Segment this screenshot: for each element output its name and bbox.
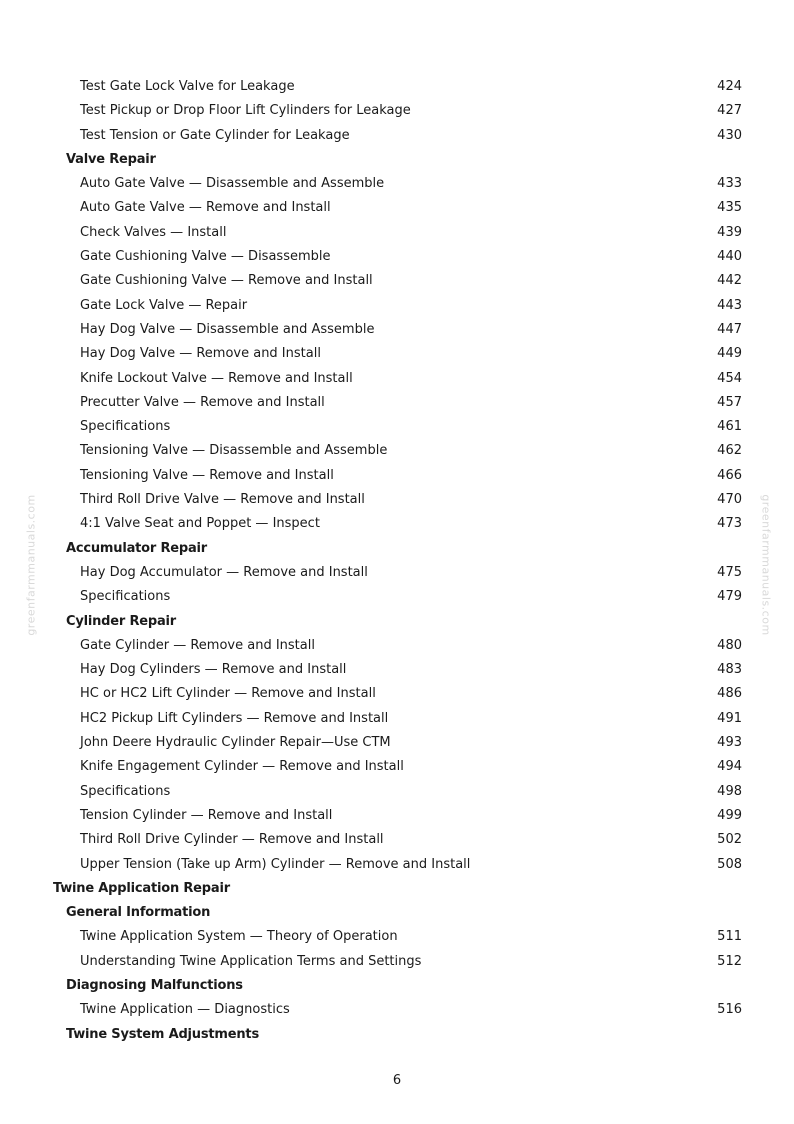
toc-entry[interactable]: [0, 658, 794, 682]
toc-entry-page-number: 461: [717, 419, 742, 435]
toc-entry-title: Test Pickup or Drop Floor Lift Cylinders for Leakage: [80, 103, 411, 119]
toc-entry-page-number: 480: [717, 637, 742, 653]
toc-entry-page-number: 442: [717, 273, 742, 289]
toc-entry-page-number: 466: [717, 467, 742, 483]
toc-entry-title: Knife Engagement Cylinder — Remove and Install: [80, 759, 404, 775]
toc-entry[interactable]: [0, 294, 794, 318]
toc-entry-title: Gate Cushioning Valve — Disassemble: [80, 249, 331, 265]
toc-entry-title: Twine Application System — Theory of Operation: [80, 929, 398, 945]
toc-entry-title: Accumulator Repair: [66, 540, 208, 556]
toc-entry-title: Diagnosing Malfunctions: [66, 977, 243, 993]
toc-entry-page-number: 512: [717, 953, 742, 969]
toc-entry-title: Specifications: [80, 783, 171, 799]
toc-entry[interactable]: [0, 731, 794, 755]
toc-entry[interactable]: [0, 367, 794, 391]
toc-entry[interactable]: [0, 853, 794, 877]
toc-entry-title: Valve Repair: [66, 151, 156, 167]
toc-entry[interactable]: [0, 925, 794, 949]
toc-entry-title: Hay Dog Valve — Disassemble and Assemble: [80, 321, 375, 337]
toc-entry-page-number: 494: [717, 759, 742, 775]
toc-entry[interactable]: [0, 172, 794, 196]
toc-entry-title: Cylinder Repair: [66, 613, 177, 629]
toc-entry-page-number: 486: [717, 686, 742, 702]
toc-entry-page-number: 491: [717, 710, 742, 726]
toc-entry-title: Precutter Valve — Remove and Install: [80, 394, 325, 410]
toc-entry-title: Specifications: [80, 419, 171, 435]
toc-entry-title: Test Gate Lock Valve for Leakage: [80, 79, 295, 94]
toc-entry-title: Hay Dog Cylinders — Remove and Install: [80, 662, 347, 678]
toc-entry[interactable]: [0, 634, 794, 658]
toc-entry-page-number: 502: [717, 832, 742, 848]
toc-entry[interactable]: [0, 585, 794, 609]
toc-section-heading: [0, 148, 794, 172]
toc-entry-page-number: 508: [717, 856, 742, 872]
toc-entry-page-number: 457: [717, 394, 742, 410]
toc-entry-title: John Deere Hydraulic Cylinder Repair—Use CTM: [80, 735, 391, 751]
toc-entry[interactable]: [0, 415, 794, 439]
toc-section-heading: [0, 610, 794, 634]
toc-entry-page-number: 424: [717, 79, 742, 94]
toc-entry-page-number: 435: [717, 200, 742, 216]
toc-entry-page-number: 483: [717, 662, 742, 678]
toc-entry-page-number: 499: [717, 807, 742, 823]
toc-entry-page-number: 462: [717, 443, 742, 459]
toc-entry[interactable]: [0, 488, 794, 512]
toc-entry-title: General Information: [66, 905, 211, 921]
toc-entry-page-number: 493: [717, 735, 742, 751]
toc-section-heading: [0, 537, 794, 561]
toc-entry-page-number: 516: [717, 1002, 742, 1018]
toc-entry-page-number: 475: [717, 564, 742, 580]
table-of-contents: [0, 75, 794, 1047]
toc-entry-title: Upper Tension (Take up Arm) Cylinder — Remove and Install: [80, 856, 471, 872]
toc-entry-title: Specifications: [80, 589, 171, 605]
toc-entry-page-number: 427: [717, 103, 742, 119]
toc-entry-title: Twine Application — Diagnostics: [80, 1002, 290, 1018]
toc-entry-page-number: 447: [717, 321, 742, 337]
toc-entry-page-number: 498: [717, 783, 742, 799]
toc-entry-title: Twine Application Repair: [53, 880, 230, 896]
toc-entry-title: Hay Dog Valve — Remove and Install: [80, 346, 321, 362]
toc-entry-title: Understanding Twine Application Terms and Settings: [80, 953, 422, 969]
toc-entry-page-number: 433: [717, 176, 742, 192]
toc-entry[interactable]: [0, 439, 794, 463]
toc-entry[interactable]: [0, 124, 794, 148]
toc-entry-title: Gate Cushioning Valve — Remove and Install: [80, 273, 373, 289]
toc-section-heading: [0, 974, 794, 998]
toc-entry-page-number: 470: [717, 492, 742, 508]
toc-entry[interactable]: [0, 828, 794, 852]
toc-entry-page-number: 430: [717, 127, 742, 143]
toc-entry[interactable]: [0, 464, 794, 488]
toc-entry-title: Gate Lock Valve — Repair: [80, 297, 248, 313]
toc-entry-title: Twine System Adjustments: [66, 1026, 259, 1042]
toc-entry-title: Check Valves — Install: [80, 224, 227, 240]
toc-entry-title: Gate Cylinder — Remove and Install: [80, 637, 315, 653]
toc-entry[interactable]: [0, 75, 794, 99]
toc-section-heading: [0, 1023, 794, 1047]
toc-entry[interactable]: [0, 342, 794, 366]
toc-entry[interactable]: [0, 269, 794, 293]
toc-entry[interactable]: [0, 196, 794, 220]
toc-entry-title: Auto Gate Valve — Disassemble and Assemble: [80, 176, 385, 192]
toc-entry-title: Auto Gate Valve — Remove and Install: [80, 200, 331, 216]
toc-entry-title: Hay Dog Accumulator — Remove and Install: [80, 564, 368, 580]
toc-entry-page-number: 454: [717, 370, 742, 386]
toc-section-heading: [0, 877, 794, 901]
toc-entry-title: Knife Lockout Valve — Remove and Install: [80, 370, 353, 386]
toc-entry[interactable]: [0, 561, 794, 585]
toc-entry-title: Tensioning Valve — Disassemble and Assemble: [80, 443, 388, 459]
toc-entry-title: HC2 Pickup Lift Cylinders — Remove and Install: [80, 710, 389, 726]
toc-entry-page-number: 479: [717, 589, 742, 605]
toc-entry[interactable]: [0, 804, 794, 828]
toc-entry-title: Test Tension or Gate Cylinder for Leakage: [80, 127, 350, 143]
toc-entry[interactable]: [0, 998, 794, 1022]
toc-entry-title: Tension Cylinder — Remove and Install: [80, 807, 333, 823]
toc-entry[interactable]: [0, 707, 794, 731]
toc-entry-page-number: 473: [717, 516, 742, 532]
toc-entry[interactable]: [0, 99, 794, 123]
page-number: 6: [392, 1073, 402, 1088]
toc-entry[interactable]: [0, 221, 794, 245]
toc-entry-title: Third Roll Drive Valve — Remove and Install: [80, 492, 365, 508]
watermark-right: greenfarmmanuals.com: [759, 494, 773, 636]
toc-entry-page-number: 439: [717, 224, 742, 240]
toc-entry-page-number: 443: [717, 297, 742, 313]
toc-entry[interactable]: [0, 512, 794, 536]
toc-entry[interactable]: [0, 780, 794, 804]
toc-entry-page-number: 511: [717, 929, 742, 945]
toc-entry[interactable]: [0, 318, 794, 342]
toc-entry-title: HC or HC2 Lift Cylinder — Remove and Install: [80, 686, 376, 702]
toc-entry[interactable]: [0, 950, 794, 974]
toc-entry[interactable]: [0, 755, 794, 779]
toc-entry-page-number: 440: [717, 249, 742, 265]
toc-section-heading: [0, 901, 794, 925]
watermark-left: greenfarmmanuals.com: [24, 494, 38, 636]
toc-entry-title: 4:1 Valve Seat and Poppet — Inspect: [80, 516, 320, 532]
toc-entry-title: Tensioning Valve — Remove and Install: [80, 467, 334, 483]
toc-entry[interactable]: [0, 682, 794, 706]
toc-entry[interactable]: [0, 245, 794, 269]
toc-entry[interactable]: [0, 391, 794, 415]
toc-entry-title: Third Roll Drive Cylinder — Remove and Install: [80, 832, 384, 848]
toc-entry-page-number: 449: [717, 346, 742, 362]
